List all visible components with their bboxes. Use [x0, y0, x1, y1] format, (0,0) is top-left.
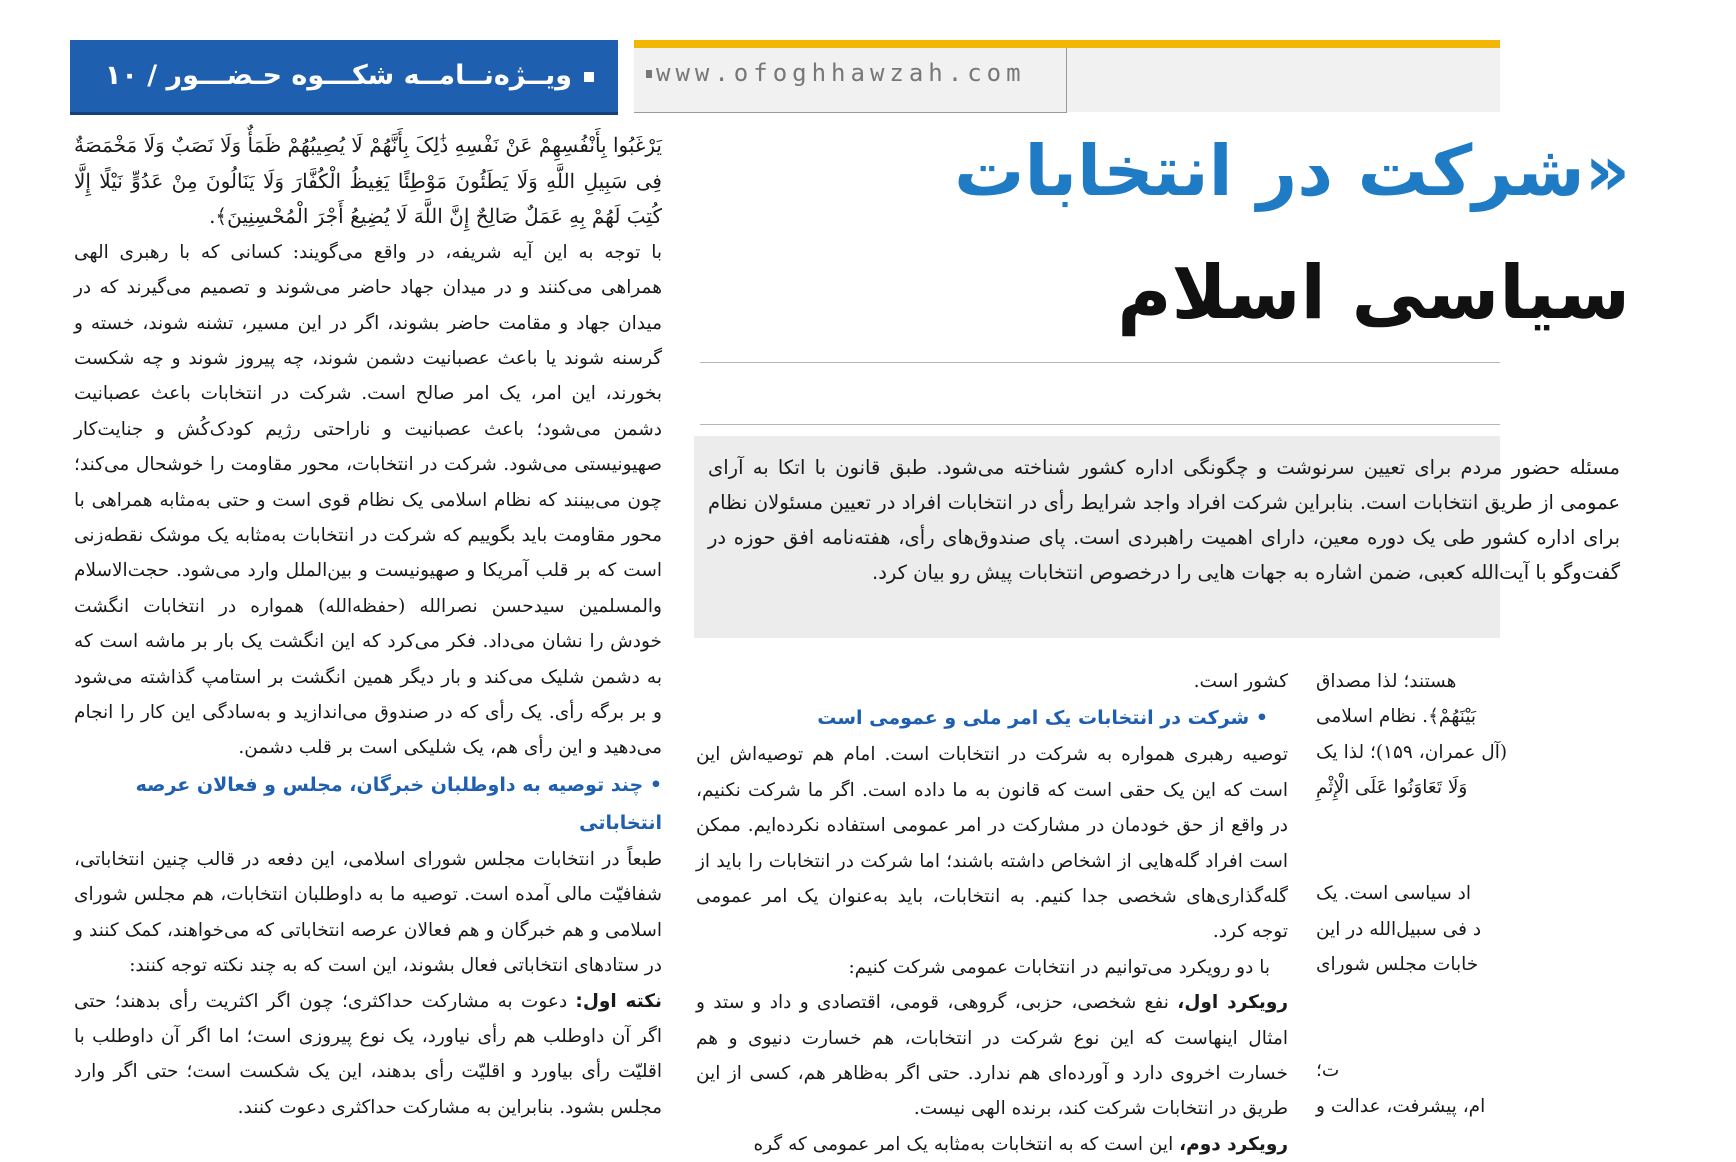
url-bullet-icon — [646, 70, 652, 78]
article-title-line-1: «شرکت در انتخابات — [954, 130, 1630, 212]
lead-divider — [700, 424, 1500, 425]
quran-verse: یَرْغَبُوا بِأَنْفُسِهِمْ عَنْ نَفْسِهِ ذَٰلِکَ بِأَنَّهُمْ لَا یُصِیبُهُمْ ظَمَأٌ وَلَا نَصَبٌ وَلَا مَخْمَصَةٌ فِی سَبِیلِ اللَّهِ وَلَا یَطَئُونَ مَوْطِئًا یَغِیظُ الْکُفَّارَ وَلَا یَنَالُونَ مِنْ عَدُوٍّ نَیْلًا إِلَّا کُتِبَ لَهُمْ بِهِ عَمَلٌ صَالِحٌ إِنَّ اللَّهَ لَا یُضِیعُ أَجْرَ الْمُحْسِنِینَ﴾. — [74, 133, 662, 229]
cut-text-line: اد سیاسی است. یک — [1316, 883, 1472, 905]
approach-text: این است که به انتخابات به‌مثابه یک امر عمومی که گره — [753, 1133, 1174, 1155]
cut-text-line: د فی سبیل‌الله در این — [1316, 918, 1482, 940]
cut-text-line: وَلَا تَعَاوَنُوا عَلَی الْإِثْمِ — [1316, 777, 1468, 799]
issue-header — [70, 40, 618, 115]
website-url[interactable]: www.ofoghhawzah.com — [656, 59, 1026, 87]
section-subheading: • شرکت در انتخابات یک امر ملی و عمومی است — [817, 707, 1268, 730]
title-divider — [700, 362, 1500, 363]
approach-label: رویکرد اول، — [1177, 992, 1288, 1014]
body-paragraph: با توجه به این آیه شریفه، در واقع می‌گویند: کسانی که با رهبری الهی همراهی می‌کنند و در میدان جهاد حاضر می‌شوند و تصمیم می‌گیرند که در میدان جهاد و مقامت حاضر بشوند، اگر در این مسیر، تشنه شوند، خسته و گرسنه شوند یا باعث عصبانیت دشمن شوند، چه پیروز شوند و چه شکست بخورند، این امر، یک امر صالح است. شرکت در انتخابات باعث عصبانیت دشمن می‌شود؛ باعث عصبانیت و ناراحتی رژیم کودک‌کُش و جنایت‌کار صهیونیستی می‌شود. شرکت در انتخابات، محور مقاومت را خوشحال می‌کند؛ چون می‌بینند که نظام اسلامی یک نظام قوی است و حتی به‌مثابه همراهی با محور مقاومت باید بگوییم که شرکت در انتخابات به‌مثابه یک موشک نقطه‌زنی است که بر قلب آمریکا و صهیونیست و بین‌الملل وارد می‌شود. حجت‌الاسلام والمسلمین سیدحسن نصرالله (حفظه‌الله) همواره در انتخابات انگشت خودش را نشان می‌داد. فکر می‌کرد که این انگشت یک بار بر ماشه است که به دشمن شلیک می‌کند و بار دیگر همین انگشت بر استامپ گذاشته می‌شود و بر برگه رأی. یک رأی که در صندوق می‌اندازید و به‌سادگی این کار را انجام می‌دهید و این رأی هم، یک شلیکی است بر قلب دشمن. — [74, 241, 662, 759]
cut-text-line: ت؛ — [1316, 1060, 1340, 1082]
left-column — [74, 128, 662, 1125]
header-accent-bar — [634, 40, 1500, 48]
url-bar — [634, 48, 1500, 112]
body-paragraph: طبعاً در انتخابات مجلس شورای اسلامی، این دفعه در قالب چنین انتخاباتی، شفافیّت مالی آمده است. توصیه ما به داوطلبان انتخابات، هم مجلس شورای اسلامی و هم خبرگان و هم فعالان عرصه انتخاباتی که می‌خواهند، کمک کنند و در ستادهای انتخاباتی فعال بشوند، این است که به چند نکته توجه کنند: — [74, 848, 662, 977]
cut-text-line: هستند؛ لذا مصداق — [1316, 671, 1457, 692]
cut-text-line: ام، پیشرفت، عدالت و — [1316, 1095, 1486, 1117]
right-column-cut — [1316, 664, 1508, 1152]
section-subheading: • چند توصیه به داوطلبان خبرگان، مجلس و فعالان عرصه انتخاباتی — [135, 773, 662, 834]
approach-text: نفع شخصی، حزبی، گروهی، قومی، اقتصادی و داد و ستد و امثال اینهاست که این نوع شرکت در انتخابات، هم خسارت دنیوی و هم خسارت اخروی دارد و آورده‌ای هم ندارد. حتی اگر به‌ظاهر هم، کسی از این طریق در انتخابات شرکت کند، برنده الهی نیست. — [696, 992, 1288, 1120]
cut-text-line — [1316, 1018, 1736, 1053]
approach-paragraph — [696, 985, 1288, 1127]
cut-text-line — [1316, 841, 1736, 876]
approach-label: رویکرد دوم، — [1179, 1133, 1288, 1155]
cut-text-line: (آل عمران، ۱۵۹)؛ لذا یک — [1316, 741, 1508, 763]
article-title-line-2: سیاسی اسلام — [1117, 250, 1630, 336]
body-paragraph: توصیه رهبری همواره به شرکت در انتخابات است. امام هم توصیه‌اش این است که این یک حقی است که قانون به ما داده است. اگر ما شرکت نکنیم، در واقع از حق خودمان در مشارکت در امر عمومی استفاده نکرده‌ایم. ممکن است افراد گله‌هایی از اشخاص داشته باشند؛ اما شرکت در انتخابات را باید از گله‌گذاری‌های شخصی جدا کنیم. به انتخابات، باید به‌عنوان یک امر عمومی توجه کرد. — [696, 744, 1288, 943]
body-paragraph-end: کشور است. — [1193, 671, 1288, 692]
point-label: نکته اول: — [575, 990, 662, 1012]
point-paragraph — [74, 984, 662, 1126]
cut-text-line — [1316, 806, 1736, 841]
body-paragraph: با دو رویکرد می‌توانیم در انتخابات عمومی شرکت کنیم: — [848, 956, 1270, 978]
header-bullet-icon — [584, 72, 594, 82]
cut-text-line: خابات مجلس شورای — [1316, 954, 1479, 976]
lead-text: مسئله حضور مردم برای تعیین سرنوشت و چگونگی اداره کشور شناخته می‌شود. طبق قانون با اتکا به آرای عمومی از طریق انتخابات است. بنابراین شرکت افراد واجد شرایط رأی در انتخابات افراد در تعیین مسئولان نظام برای اداره کشور طی یک دوره معین، دارای اهمیت راهبردی است. پای صندوق‌های رأی، هفته‌نامه افق حوزه در گفت‌وگو با آیت‌الله کعبی، ضمن اشاره به جهات ‌هایی را درخصوص انتخابات پیش رو بیان کرد. — [708, 456, 1620, 584]
cut-text-line: بَیْنَهُمْ﴾. نظام اسلامی — [1316, 706, 1477, 728]
url-box — [634, 48, 1067, 113]
middle-column — [696, 664, 1288, 1162]
issue-title: ویــژه‌نــامــه شکـــوه حـضـــور / ۱۰ — [104, 60, 572, 91]
lead-box — [694, 436, 1620, 638]
cut-text-line — [1316, 983, 1736, 1018]
point-text: دعوت به مشارکت حداکثری؛ چون اگر اکثریت رأی بدهند؛ حتی اگر آن داوطلب هم رأی نیاورد، یک نوع پیروزی است؛ اما اگر آن داوطلب با اقلیّت رأی بیاورد و اقلیّت رأی بدهند، این یک شکست است؛ حتی اگر وارد مجلس بشود. بنابراین به مشارکت حداکثری دعوت کنند. — [74, 990, 662, 1118]
approach-paragraph — [696, 1127, 1288, 1162]
